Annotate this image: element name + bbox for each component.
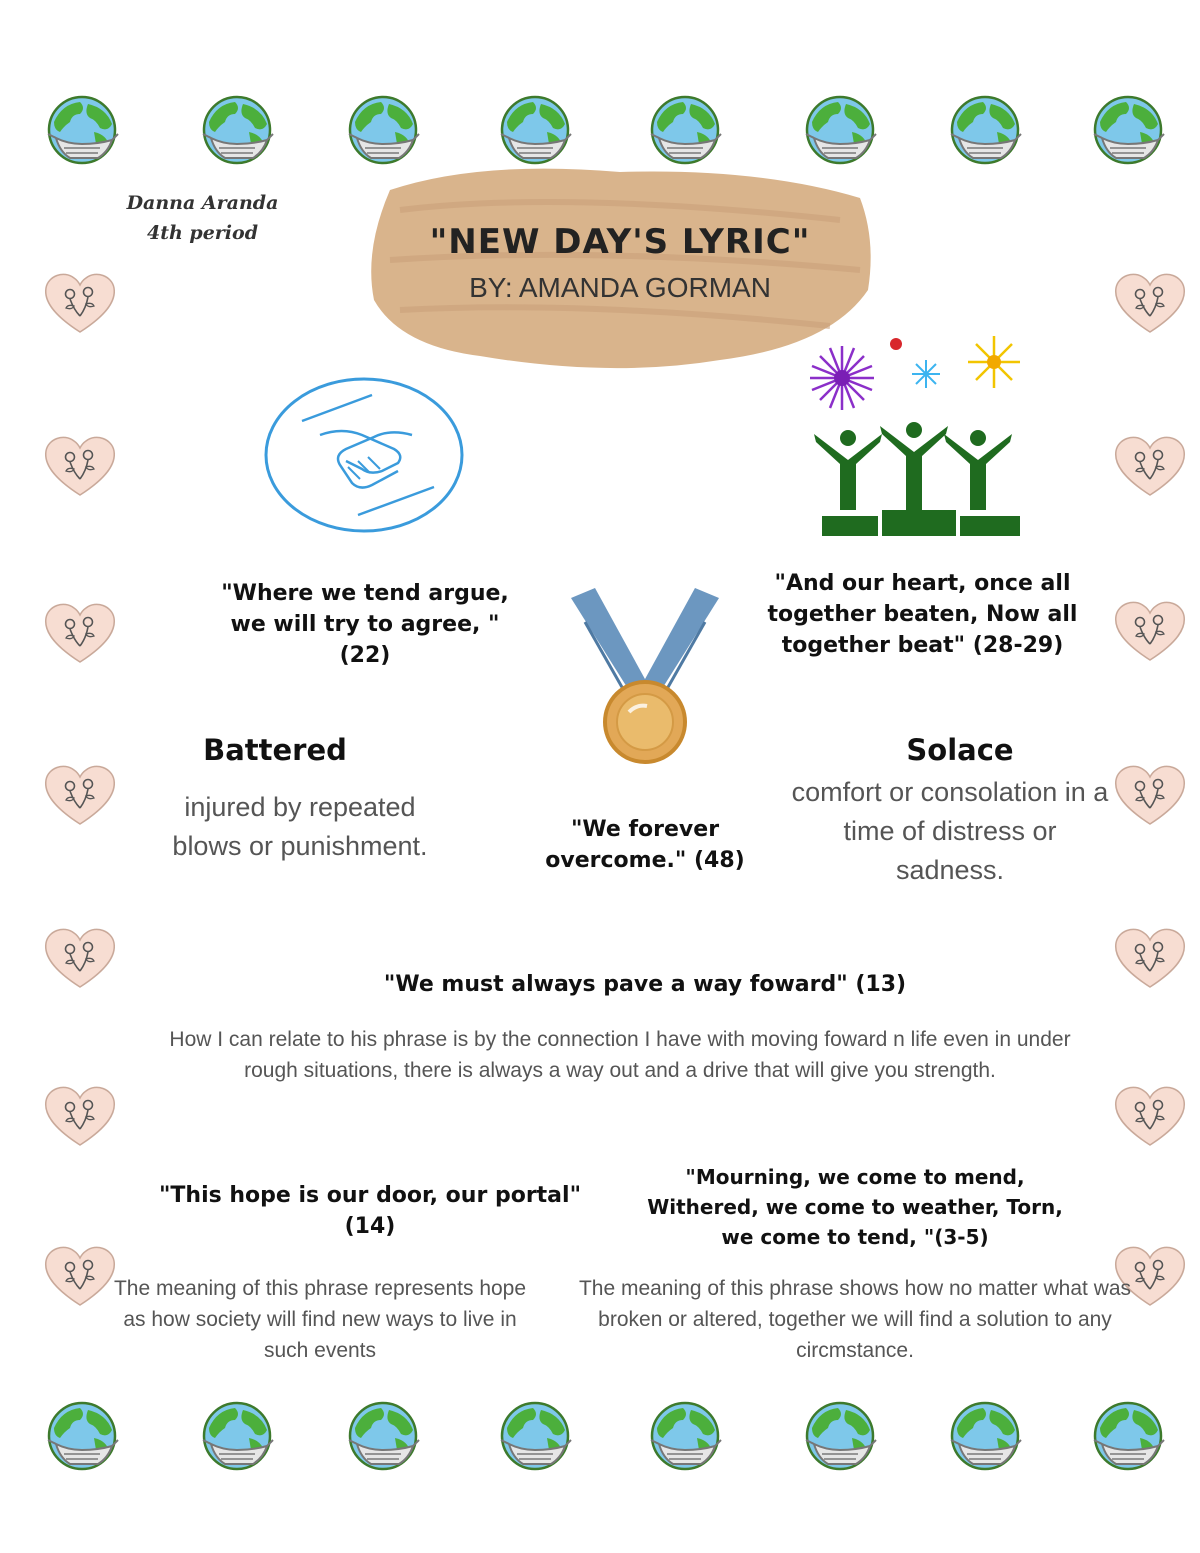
heart-flower-icon	[1112, 925, 1188, 991]
earth-mask-icon	[1088, 1398, 1168, 1478]
heart-flower-icon	[42, 600, 118, 666]
quote-14: "This hope is our door, our portal"(14)	[158, 1183, 582, 1239]
quote-3-5: "Mourning, we come to mend, Withered, we come to weather, Torn, we come to tend, "(3-5)	[647, 1165, 1063, 1249]
earth-mask-icon	[197, 1398, 277, 1478]
earth-mask-icon	[42, 1398, 122, 1478]
author-block	[100, 188, 305, 248]
earth-mask-icon	[42, 92, 122, 172]
earth-mask-icon	[800, 1398, 880, 1478]
earth-mask-icon	[945, 1398, 1025, 1478]
handshake-icon	[262, 375, 466, 535]
author-period: 4th period	[147, 222, 258, 244]
quote-28-29: "And our heart, once all together beaten, Now all together beat" (28-29)	[767, 571, 1078, 658]
heart-flower-icon	[1112, 270, 1188, 336]
heart-flower-icon	[1112, 598, 1188, 664]
earth-mask-icon	[945, 92, 1025, 172]
heart-flower-icon	[42, 762, 118, 828]
byline: BY: AMANDA GORMAN	[469, 272, 771, 303]
heart-flower-icon	[1112, 1083, 1188, 1149]
quote-22: "Where we tend argue, we will try to agree, "(22)	[221, 581, 509, 668]
vocab-definition-battered: injured by repeated blows or punishment.	[172, 792, 428, 861]
heart-flower-icon	[42, 1083, 118, 1149]
heart-flower-icon	[42, 433, 118, 499]
explanation-3-5: The meaning of this phrase shows how no matter what was broken or altered, together we will find a solution to any circmstance.	[578, 1277, 1132, 1362]
vocab-term-battered: Battered	[203, 733, 347, 767]
page-title: "NEW DAY'S LYRIC"	[429, 222, 811, 262]
heart-flower-icon	[42, 270, 118, 336]
earth-mask-icon	[197, 92, 277, 172]
heart-flower-icon	[1112, 762, 1188, 828]
quote-48: "We forever overcome." (48)	[545, 817, 745, 873]
earth-mask-icon	[645, 1398, 725, 1478]
earth-mask-icon	[495, 1398, 575, 1478]
heart-flower-icon	[1112, 433, 1188, 499]
explanation-14: The meaning of this phrase represents hope as how society will find new ways to live in such events	[113, 1277, 527, 1362]
podium-celebration-icon	[800, 330, 1030, 540]
quote-13: "We must always pave a way foward" (13)	[383, 972, 907, 997]
medal-icon	[565, 582, 725, 772]
explanation-13: How I can relate to his phrase is by the connection I have with moving foward n life even in under rough situations, there is always a way out and a drive that will give you strength.	[169, 1028, 1071, 1082]
vocab-definition-solace: comfort or consolation in a time of distress or sadness.	[791, 777, 1109, 885]
author-name: Danna Aranda	[126, 192, 279, 214]
earth-mask-icon	[343, 1398, 423, 1478]
heart-flower-icon	[42, 925, 118, 991]
earth-mask-icon	[1088, 92, 1168, 172]
vocab-term-solace: Solace	[906, 733, 1014, 767]
